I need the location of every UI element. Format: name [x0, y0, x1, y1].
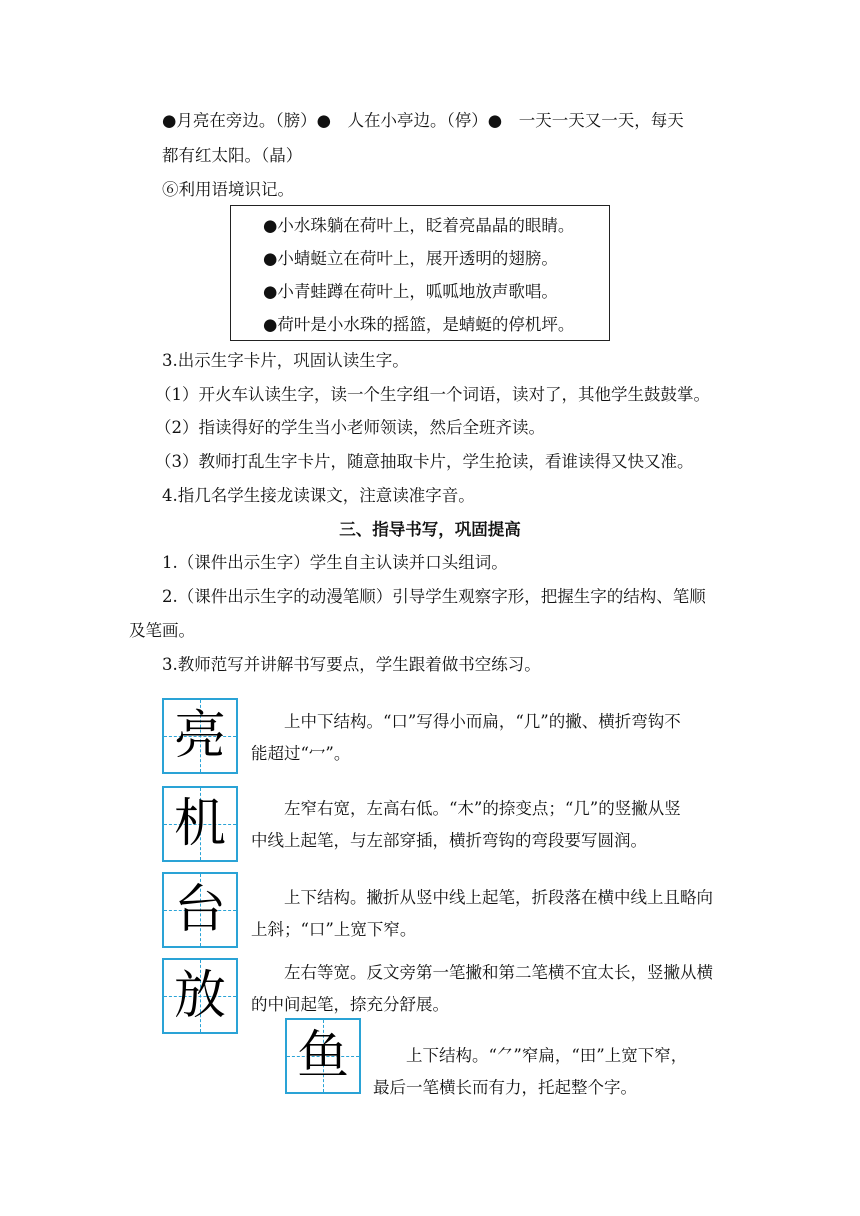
box-line: ●小蜻蜓立在荷叶上，展开透明的翅膀。	[263, 249, 558, 268]
desc-line: 上斜；“口”上宽下窄。	[251, 920, 417, 939]
desc-line: 上下结构。撇折从竖中线上起笔，折段落在横中线上且略向	[284, 888, 713, 907]
character: 机	[173, 794, 226, 854]
text-line: 及笔画。	[129, 621, 195, 640]
context-sentences-box	[230, 205, 610, 341]
desc-line: 最后一笔横长而有力，托起整个字。	[373, 1078, 637, 1097]
text-line: 都有红太阳。（晶）	[162, 146, 303, 165]
text-line: 2.（课件出示生字的动漫笔顺）引导学生观察字形，把握生字的结构、笔顺	[162, 587, 706, 606]
desc-line: 左右等宽。反文旁第一笔撇和第二笔横不宜太长，竖撇从横	[284, 963, 713, 982]
character-description	[251, 706, 731, 770]
character-grid	[162, 958, 238, 1034]
desc-line: 左窄右宽，左高右低。“木”的捺变点；“几”的竖撇从竖	[284, 799, 681, 818]
box-line: ●小青蛙蹲在荷叶上，呱呱地放声歌唱。	[263, 282, 558, 301]
text-line: 4.指几名学生接龙读课文，注意读准字音。	[162, 486, 475, 505]
text-line: ●月亮在旁边。（膀）● 人在小亭边。（停）● 一天一天又一天，每天	[162, 111, 684, 130]
desc-line: 上中下结构。“口”写得小而扁，“几”的撇、横折弯钩不	[284, 712, 681, 731]
text-line: 3.教师范写并讲解书写要点，学生跟着做书空练习。	[162, 655, 541, 674]
section-heading: 三、指导书写，巩固提高	[339, 520, 521, 539]
character-description	[251, 957, 731, 1021]
character: 放	[173, 966, 226, 1026]
desc-line: 的中间起笔，捺充分舒展。	[251, 995, 449, 1014]
desc-line: 上下结构。“⺈”窄扁，“田”上宽下窄，	[406, 1046, 688, 1065]
character-grid	[162, 872, 238, 948]
text-line: 3.出示生字卡片，巩固认读生字。	[162, 351, 409, 370]
desc-line: 中线上起笔，与左部穿插，横折弯钩的弯段要写圆润。	[251, 831, 647, 850]
text-line: （1）开火车认读生字，读一个生字组一个词语，读对了，其他学生鼓鼓掌。	[155, 385, 710, 404]
box-line: ●小水珠躺在荷叶上，眨着亮晶晶的眼睛。	[263, 216, 575, 235]
box-line: ●荷叶是小水珠的摇篮，是蜻蜓的停机坪。	[263, 315, 575, 334]
character: 鱼	[296, 1026, 349, 1086]
text-line: （2）指读得好的学生当小老师领读，然后全班齐读。	[155, 418, 545, 437]
character-description	[373, 1040, 733, 1104]
desc-line: 能超过“冖”。	[251, 744, 351, 763]
character: 亮	[173, 706, 226, 766]
text-line: 1.（课件出示生字）学生自主认读并口头组词。	[162, 553, 508, 572]
character-description	[251, 793, 731, 857]
character-description	[251, 882, 731, 946]
character-grid	[162, 698, 238, 774]
character-grid	[285, 1018, 361, 1094]
character-grid	[162, 786, 238, 862]
character: 台	[173, 880, 226, 940]
text-line: ⑥利用语境识记。	[162, 180, 294, 199]
text-line: （3）教师打乱生字卡片，随意抽取卡片，学生抢读，看谁读得又快又准。	[155, 452, 694, 471]
